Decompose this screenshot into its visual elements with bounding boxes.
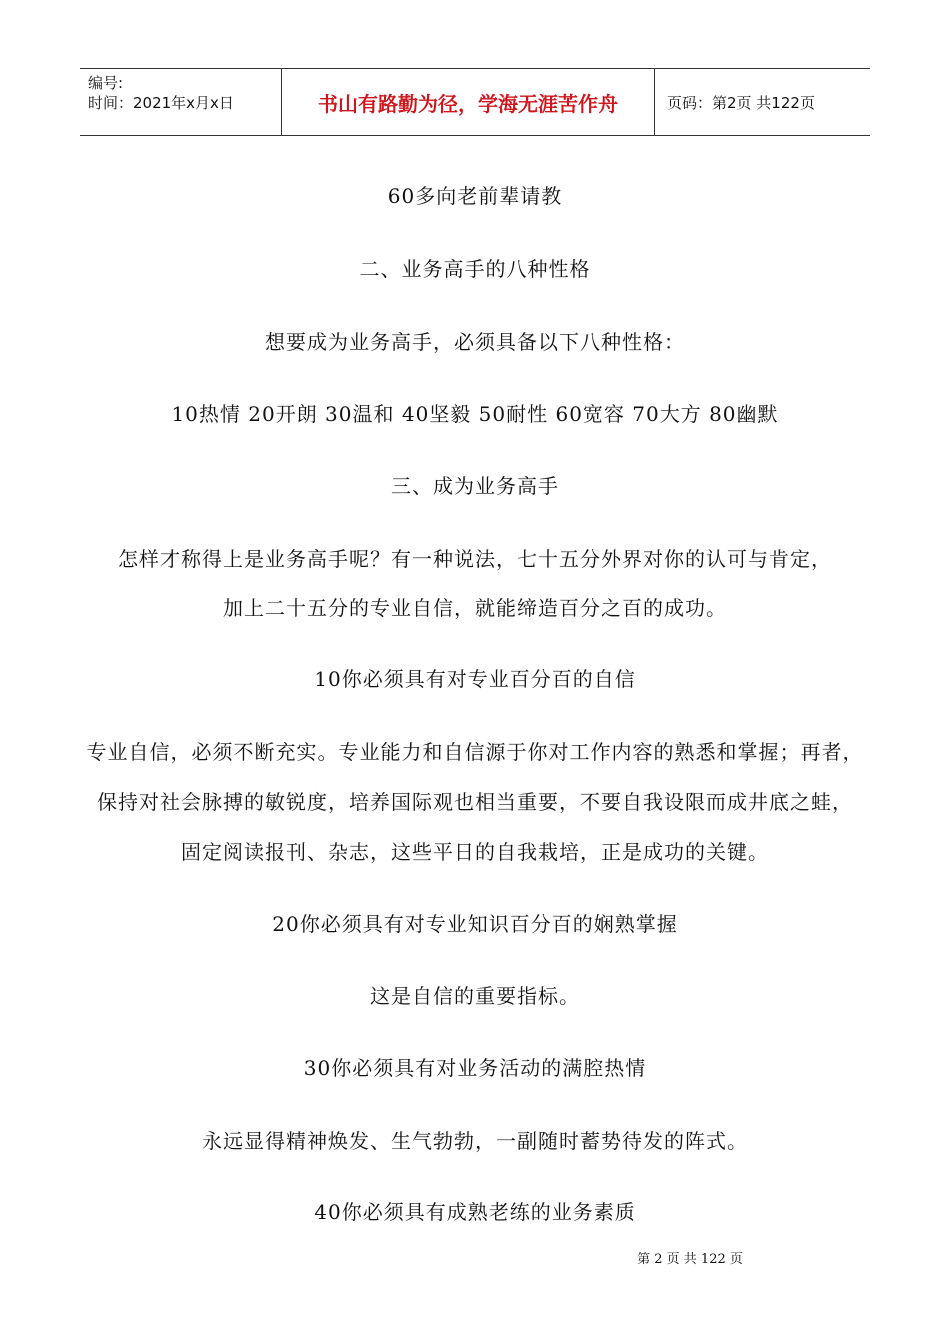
page-header — [80, 68, 870, 136]
page-footer: 第 2 页 共 122 页 — [637, 1252, 743, 1267]
body-line: 永远显得精神焕发、生气勃勃，一副随时蓄势待发的阵式。 — [202, 1129, 748, 1153]
body-line: 固定阅读报刊、杂志，这些平日的自我栽培，正是成功的关键。 — [181, 840, 769, 864]
body-line: 60多向老前辈请教 — [387, 184, 563, 208]
section-heading: 二、业务高手的八种性格 — [359, 257, 591, 281]
body-line: 怎样才称得上是业务高手呢？有一种说法，七十五分外界对你的认可与肯定， — [118, 547, 832, 571]
body-line: 10热情 20开朗 30温和 40坚毅 50耐性 60宽容 70大方 80幽默 — [171, 402, 779, 426]
subheading: 20你必须具有对专业知识百分百的娴熟掌握 — [272, 912, 678, 936]
section-heading: 三、成为业务高手 — [391, 474, 559, 498]
document-number-label: 编号: — [88, 74, 124, 92]
subheading: 10你必须具有对专业百分百的自信 — [314, 667, 636, 691]
header-motto: 书山有路勤为径，学海无涯苦作舟 — [282, 69, 655, 135]
header-meta — [80, 69, 282, 135]
body-line: 加上二十五分的专业自信，就能缔造百分之百的成功。 — [223, 596, 727, 620]
header-page-info: 页码：第2页 共122页 — [667, 93, 815, 112]
body-line: 保持对社会脉搏的敏锐度，培养国际观也相当重要，不要自我设限而成井底之蛙， — [97, 790, 853, 814]
document-time: 时间：2021年x月x日 — [88, 94, 234, 112]
body-line: 专业自信，必须不断充实。专业能力和自信源于你对工作内容的熟悉和掌握；再者， — [86, 740, 864, 764]
body-line: 这是自信的重要指标。 — [370, 984, 580, 1008]
body-line: 想要成为业务高手，必须具备以下八种性格： — [265, 330, 685, 354]
subheading: 40你必须具有成熟老练的业务素质 — [314, 1200, 636, 1224]
subheading: 30你必须具有对业务活动的满腔热情 — [303, 1056, 647, 1080]
